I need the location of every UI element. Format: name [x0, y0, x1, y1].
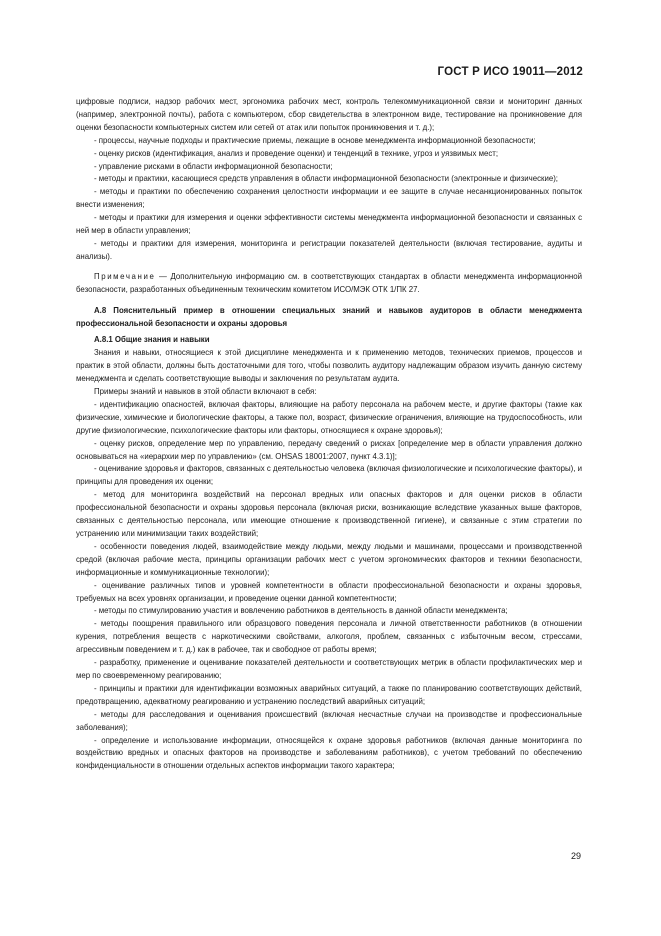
subsection-title: А.8.1 Общие знания и навыки: [94, 335, 210, 345]
list-item: - оценивание здоровья и факторов, связанных с деятельностью человека (включая физиологические и психологические факторы), и принципы для проведения их оценки;: [76, 464, 582, 487]
list-item: - определение и использование информации, относящейся к охране здоровья работников (включая данные мониторинга по воздействию вредных и опасных факторов на производстве и заболеваниям работников), с учетом требований по обеспечению конфиденциальности в отношении отдельных аспектов информации такого характера;: [76, 735, 582, 771]
list-item: - управление рисками в области информационной безопасности;: [94, 161, 333, 171]
list-item: - методы и практики по обеспечению сохранения целостности информации и ее защите в случае несанкционированных попыток внести изменения;: [76, 187, 582, 210]
document-code: ГОСТ Р ИСО 19011—2012: [437, 66, 583, 78]
list-item: - методы и практики для измерения, мониторинга и регистрации показателей деятельности (включая тестирование, аудиты и анализы).: [76, 238, 582, 261]
list-item: - методы по стимулированию участия и вовлечению работников в деятельность в данной области менеджмента;: [94, 606, 508, 616]
paragraph: цифровые подписи, надзор рабочих мест, эргономика рабочих мест, контроль телекоммуникационной связи и мониторинг данных (например, электронной почты), работа с компьютером, сбор свидетельства в электронном виде, тестирование на проникновение для оценки безопасности компьютерных систем или сетей от атак или попыток проникновения и т. д.);: [76, 97, 582, 132]
list-item: - оценивание различных типов и уровней компетентности в области профессиональной безопасности и охраны здоровья, требуемых на всех уровнях организации, и проведение оценки данной компетентности;: [76, 580, 582, 603]
list-item: - методы поощрения правильного или образцового поведения персонала и личной ответственности работников (в отношении курения, потребления веществ с наркотическими свойствами, алкоголя, проблем, связанных с избыточным весом, стрессами, агрессивным поведением и т. д.) как в рабочее, так и свободное от работы время;: [76, 619, 582, 655]
list-item: - оценку рисков (идентификация, анализ и проведение оценки) и тенденций в технике, угроз и уязвимых мест;: [94, 148, 499, 158]
list-item: - оценку рисков, определение мер по управлению, передачу сведений о рисках [определение мер в области управления должно основываться на «иерархии мер по управлению» (см. OHSAS 18001:2007, пункт 4.3.1)];: [76, 438, 582, 461]
list-item: - метод для мониторинга воздействий на персонал вредных или опасных факторов и для оценки рисков в области профессиональной безопасности и охраны здоровья персонала (включая риски, возникающие вследствие указанных выше факторов, связанных с деятельностью персонала, или имеющие отношение к производственной гигиене), и связанные с этим стратегии по устранению или минимизации таких воздействий;: [76, 490, 582, 538]
list-item: - процессы, научные подходы и практические приемы, лежащие в основе менеджмента информационной безопасности;: [94, 135, 536, 145]
note-label: Примечание: [94, 271, 156, 281]
note-paragraph: [76, 271, 582, 297]
section-title: А.8 Пояснительный пример в отношении специальных знаний и навыков аудиторов в области менеджмента профессиональной безопасности и охраны здоровья: [76, 305, 582, 328]
list-item: - разработку, применение и оценивание показателей деятельности и соответствующих метрик в области профилактических мер и мер по своевременному реагированию;: [76, 658, 582, 680]
paragraph: Знания и навыки, относящиеся к этой дисциплине менеджмента и к применению методов, технических приемов, процессов и практик в этой области, должны быть достаточными для того, чтобы позволить аудитору надлежащим образом изучить данную систему менеджмента и сделать соответствующие выводы и заключения по результатам аудита.: [76, 348, 582, 384]
list-item: - методы для расследования и оценивания происшествий (включая несчастные случаи на производстве и профессиональные заболевания);: [76, 709, 582, 732]
list-item: - особенности поведения людей, взаимодействие между людьми, между людьми и машинами, процессами и производственной средой (включая рабочие места, принципы организации рабочих мест с учетом эргономических факторов и техники безопасности, информационные и коммуникационные технологии);: [76, 541, 582, 577]
list-item: - идентификацию опасностей, включая факторы, влияющие на работу персонала на рабочем месте, и другие факторы (такие как физические, химические и биологические факторы, а также пол, возраст, физические ограничения, влияющие на трудоспособность, или другие физиологические, психологические факторы или факторы, относящиеся к охране здоровья);: [76, 399, 582, 435]
paragraph: Примеры знаний и навыков в этой области включают в себя:: [94, 387, 317, 397]
document-body: [76, 96, 582, 773]
list-item: - методы и практики, касающиеся средств управления в области информационной безопасности (электронные и физические);: [94, 174, 558, 184]
list-item: - принципы и практики для идентификации возможных аварийных ситуаций, а также по планированию соответствующих действий, предотвращению, адекватному реагированию и устранению последствий аварийных ситуаций;: [76, 683, 582, 706]
note-text: — Дополнительную информацию см. в соответствующих стандартах в области менеджмента информационной безопасности, разработанных объединенным техническим комитетом ИСО/МЭК ОТК 1/ПК 27.: [76, 271, 582, 294]
page-number: 29: [570, 851, 581, 861]
list-item: - методы и практики для измерения и оценки эффективности системы менеджмента информационной безопасности и связанных с ней мер в области управления;: [76, 213, 582, 236]
